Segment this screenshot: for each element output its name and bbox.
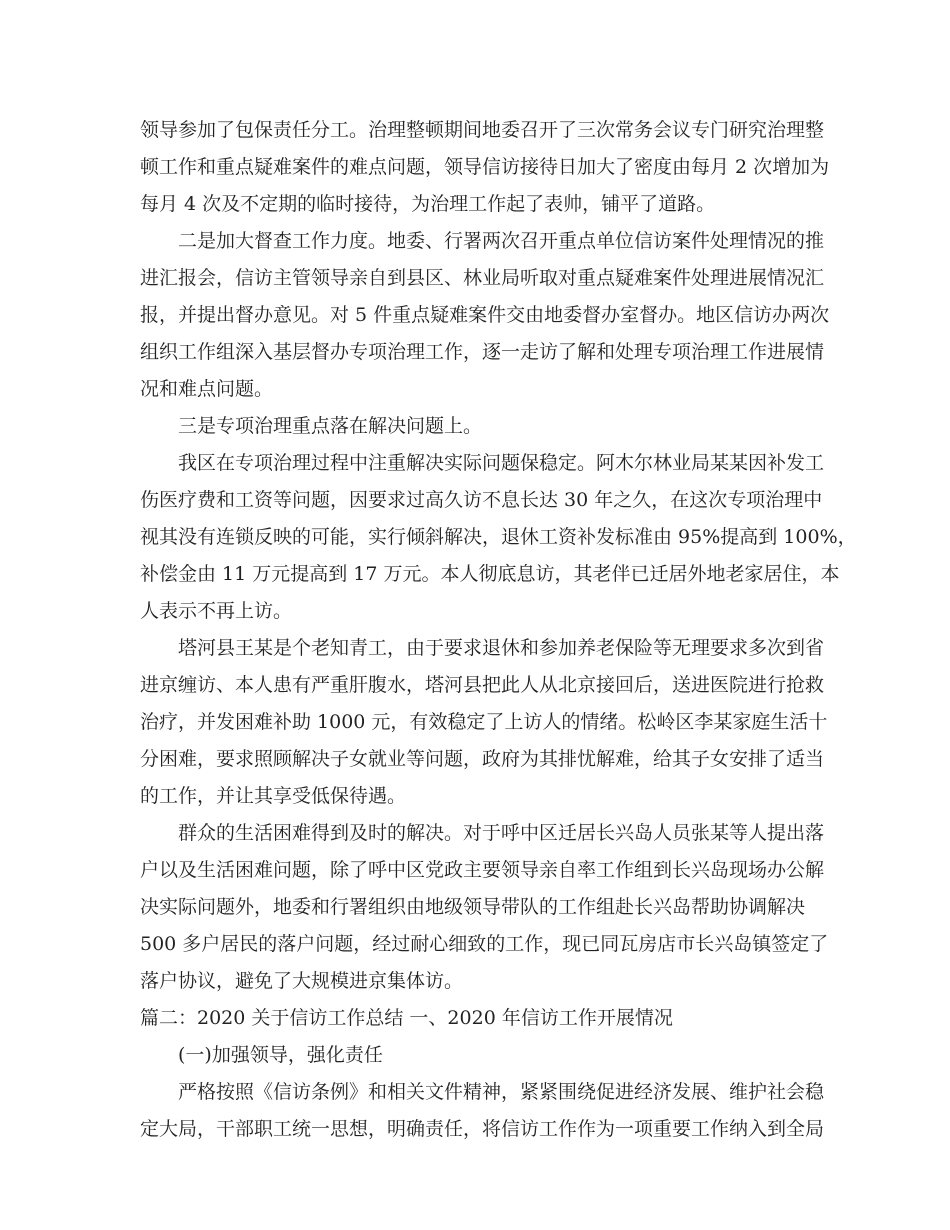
text-line: 严格按照《信访条例》和相关文件精神，紧紧围绕促进经济发展、维护社会稳 <box>178 1081 825 1103</box>
document-body <box>140 112 857 1148</box>
text-line: 定大局，干部职工统一思想，明确责任，将信访工作作为一项重要工作纳入到全局 <box>140 1118 825 1140</box>
text-line: 进京缠访、本人患有严重肝腹水，塔河县把此人从北京接回后，送进医院进行抢救 <box>140 674 825 696</box>
text-line: 视其没有连锁反映的可能，实行倾斜解决，退休工资补发标准由 95%提高到 100%， <box>140 526 857 548</box>
section-heading: 篇二：2020 关于信访工作总结 一、2020 年信访工作开展情况 <box>140 1007 673 1029</box>
text-line: 的工作，并让其享受低保待遇。 <box>140 785 407 807</box>
text-line: 治疗，并发困难补助 1000 元，有效稳定了上访人的情绪。松岭区李某家庭生活十 <box>140 711 828 733</box>
text-line: 户以及生活困难问题，除了呼中区党政主要领导亲自率工作组到长兴岛现场办公解 <box>140 859 825 881</box>
text-line: 塔河县王某是个老知青工，由于要求退休和参加养老保险等无理要求多次到省 <box>178 637 825 659</box>
text-line: 500 多户居民的落户问题，经过耐心细致的工作，现已同瓦房店市长兴岛镇签定了 <box>140 933 829 955</box>
text-line: 伤医疗费和工资等问题，因要求过高久访不息长达 30 年之久，在这次专项治理中 <box>140 489 823 511</box>
text-line: 人表示不再上访。 <box>140 600 293 622</box>
text-line: 落户协议，避免了大规模进京集体访。 <box>140 970 464 992</box>
text-line: 二是加大督查工作力度。地委、行署两次召开重点单位信访案件处理情况的推 <box>178 230 825 252</box>
text-line: 我区在专项治理过程中注重解决实际问题保稳定。阿木尔林业局某某因补发工 <box>178 452 825 474</box>
text-line: 报，并提出督办意见。对 5 件重点疑难案件交由地委督办室督办。地区信访办两次 <box>140 304 830 326</box>
text-line: 领导参加了包保责任分工。治理整顿期间地委召开了三次常务会议专门研究治理整 <box>140 119 825 141</box>
text-line: 组织工作组深入基层督办专项治理工作，逐一走访了解和处理专项治理工作进展情 <box>140 341 825 363</box>
text-line: 进汇报会，信访主管领导亲自到县区、林业局听取对重点疑难案件处理进展情况汇 <box>140 267 825 289</box>
text-line: 决实际问题外，地委和行署组织由地级领导带队的工作组赴长兴岛帮助协调解决 <box>140 896 806 918</box>
text-line: 况和难点问题。 <box>140 378 274 400</box>
text-line: 三是专项治理重点落在解决问题上。 <box>178 415 483 437</box>
text-line: 分困难，要求照顾解决子女就业等问题，政府为其排忧解难，给其子女安排了适当 <box>140 748 825 770</box>
text-line: 每月 4 次及不定期的临时接待，为治理工作起了表帅，铺平了道路。 <box>140 193 716 215</box>
text-line: 群众的生活困难得到及时的解决。对于呼中区迁居长兴岛人员张某等人提出落 <box>178 822 825 844</box>
text-line: 补偿金由 11 万元提高到 17 万元。本人彻底息访，其老伴已迁居外地老家居住，本 <box>140 563 840 585</box>
subsection-heading: (一)加强领导，强化责任 <box>178 1044 383 1066</box>
text-line: 顿工作和重点疑难案件的难点问题，领导信访接待日加大了密度由每月 2 次增加为 <box>140 156 830 178</box>
